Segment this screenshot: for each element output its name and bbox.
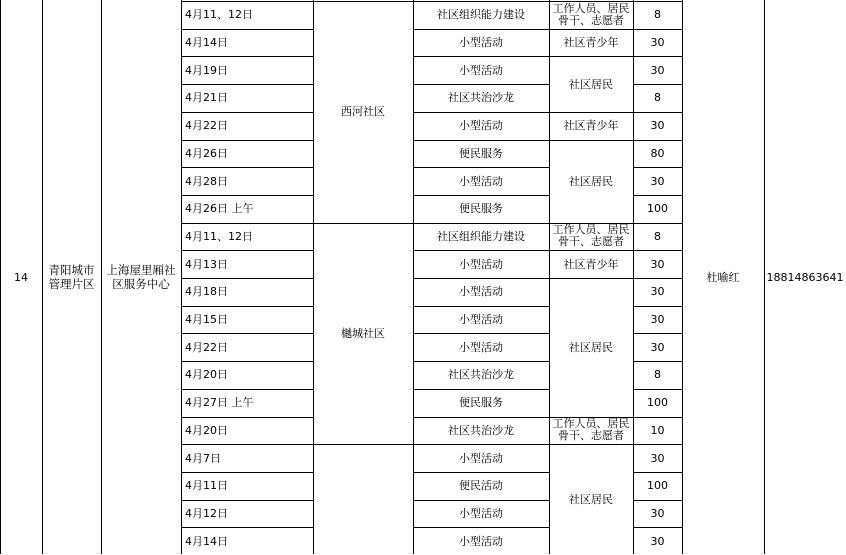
activity-type-cell: 小型活动 xyxy=(459,313,503,327)
participant-count-cell: 8 xyxy=(654,91,661,105)
date-cell: 4月14日 xyxy=(185,36,228,50)
participant-count-cell: 30 xyxy=(650,63,665,77)
contact-person-cell: 杜喻红 xyxy=(706,270,740,284)
date-cell: 4月18日 xyxy=(185,285,228,299)
activity-type-cell: 社区共治沙龙 xyxy=(448,91,514,105)
activity-type-cell: 小型活动 xyxy=(459,285,503,299)
date-cell: 4月20日 xyxy=(185,368,228,382)
date-cell: 4月26日 xyxy=(185,146,228,160)
date-cell: 4月26日 上午 xyxy=(185,202,254,216)
audience-cell: 社区居民 xyxy=(569,174,613,188)
date-cell: 4月11、12日 xyxy=(185,229,253,243)
activity-type-cell: 小型活动 xyxy=(459,174,503,188)
activity-type-cell: 小型活动 xyxy=(459,63,503,77)
participant-count-cell: 30 xyxy=(650,506,665,520)
date-cell: 4月19日 xyxy=(185,63,228,77)
participant-count-cell: 100 xyxy=(647,479,668,493)
activity-type-cell: 便民服务 xyxy=(459,202,503,216)
participant-count-cell: 30 xyxy=(650,285,665,299)
participant-count-cell: 80 xyxy=(650,146,665,160)
service-center-cell: 上海屋里厢社 区服务中心 xyxy=(106,263,176,291)
date-cell: 4月22日 xyxy=(185,340,228,354)
region-cell: 青阳城市 管理片区 xyxy=(48,263,95,291)
participant-count-cell: 30 xyxy=(650,451,665,465)
date-cell: 4月14日 xyxy=(185,534,228,548)
activity-type-cell: 便民服务 xyxy=(459,396,503,410)
date-cell: 4月12日 xyxy=(185,506,228,520)
activity-type-cell: 小型活动 xyxy=(459,36,503,50)
audience-cell: 工作人员、居民 骨干、志愿者 xyxy=(552,223,630,249)
activity-type-cell: 社区共治沙龙 xyxy=(448,423,514,437)
participant-count-cell: 30 xyxy=(650,174,665,188)
community-cell: 西河社区 xyxy=(341,105,385,119)
participant-count-cell: 8 xyxy=(654,229,661,243)
activity-type-cell: 小型活动 xyxy=(459,119,503,133)
activity-type-cell: 便民服务 xyxy=(459,146,503,160)
activity-type-cell: 便民活动 xyxy=(459,479,503,493)
audience-cell: 社区青少年 xyxy=(563,119,619,133)
participant-count-cell: 100 xyxy=(647,396,668,410)
activity-type-cell: 社区共治沙龙 xyxy=(448,368,514,382)
activity-type-cell: 社区组织能力建设 xyxy=(437,229,525,243)
activity-type-cell: 社区组织能力建设 xyxy=(437,8,525,22)
audience-cell: 社区居民 xyxy=(569,340,613,354)
date-cell: 4月7日 xyxy=(185,451,221,465)
activity-type-cell: 小型活动 xyxy=(459,534,503,548)
audience-cell: 社区居民 xyxy=(569,77,613,91)
audience-cell: 社区青少年 xyxy=(563,36,619,50)
participant-count-cell: 30 xyxy=(650,313,665,327)
audience-cell: 社区居民 xyxy=(569,492,613,506)
date-cell: 4月27日 上午 xyxy=(185,396,254,410)
participant-count-cell: 30 xyxy=(650,534,665,548)
community-cell xyxy=(313,444,413,554)
activity-type-cell: 小型活动 xyxy=(459,451,503,465)
participant-count-cell: 30 xyxy=(650,257,665,271)
date-cell: 4月11、12日 xyxy=(185,8,253,22)
date-cell: 4月13日 xyxy=(185,257,228,271)
audience-cell: 社区青少年 xyxy=(563,257,619,271)
participant-count-cell: 30 xyxy=(650,36,665,50)
date-cell: 4月21日 xyxy=(185,91,228,105)
participant-count-cell: 100 xyxy=(647,202,668,216)
row-number: 14 xyxy=(14,270,28,284)
date-cell: 4月22日 xyxy=(185,119,228,133)
date-cell: 4月11日 xyxy=(185,479,228,493)
activity-type-cell: 小型活动 xyxy=(459,257,503,271)
date-cell: 4月28日 xyxy=(185,174,228,188)
date-cell: 4月20日 xyxy=(185,423,228,437)
phone-cell: 18814863641 xyxy=(766,270,844,284)
participant-count-cell: 30 xyxy=(650,119,665,133)
participant-count-cell: 10 xyxy=(650,423,665,437)
audience-cell: 工作人员、居民 骨干、志愿者 xyxy=(552,1,630,27)
activity-type-cell: 小型活动 xyxy=(459,506,503,520)
participant-count-cell: 8 xyxy=(654,368,661,382)
date-cell: 4月15日 xyxy=(185,313,228,327)
participant-count-cell: 30 xyxy=(650,340,665,354)
audience-cell: 工作人员、居民 骨干、志愿者 xyxy=(552,417,630,443)
community-cell: 樾城社区 xyxy=(341,326,385,340)
participant-count-cell: 8 xyxy=(654,8,661,22)
activity-type-cell: 小型活动 xyxy=(459,340,503,354)
